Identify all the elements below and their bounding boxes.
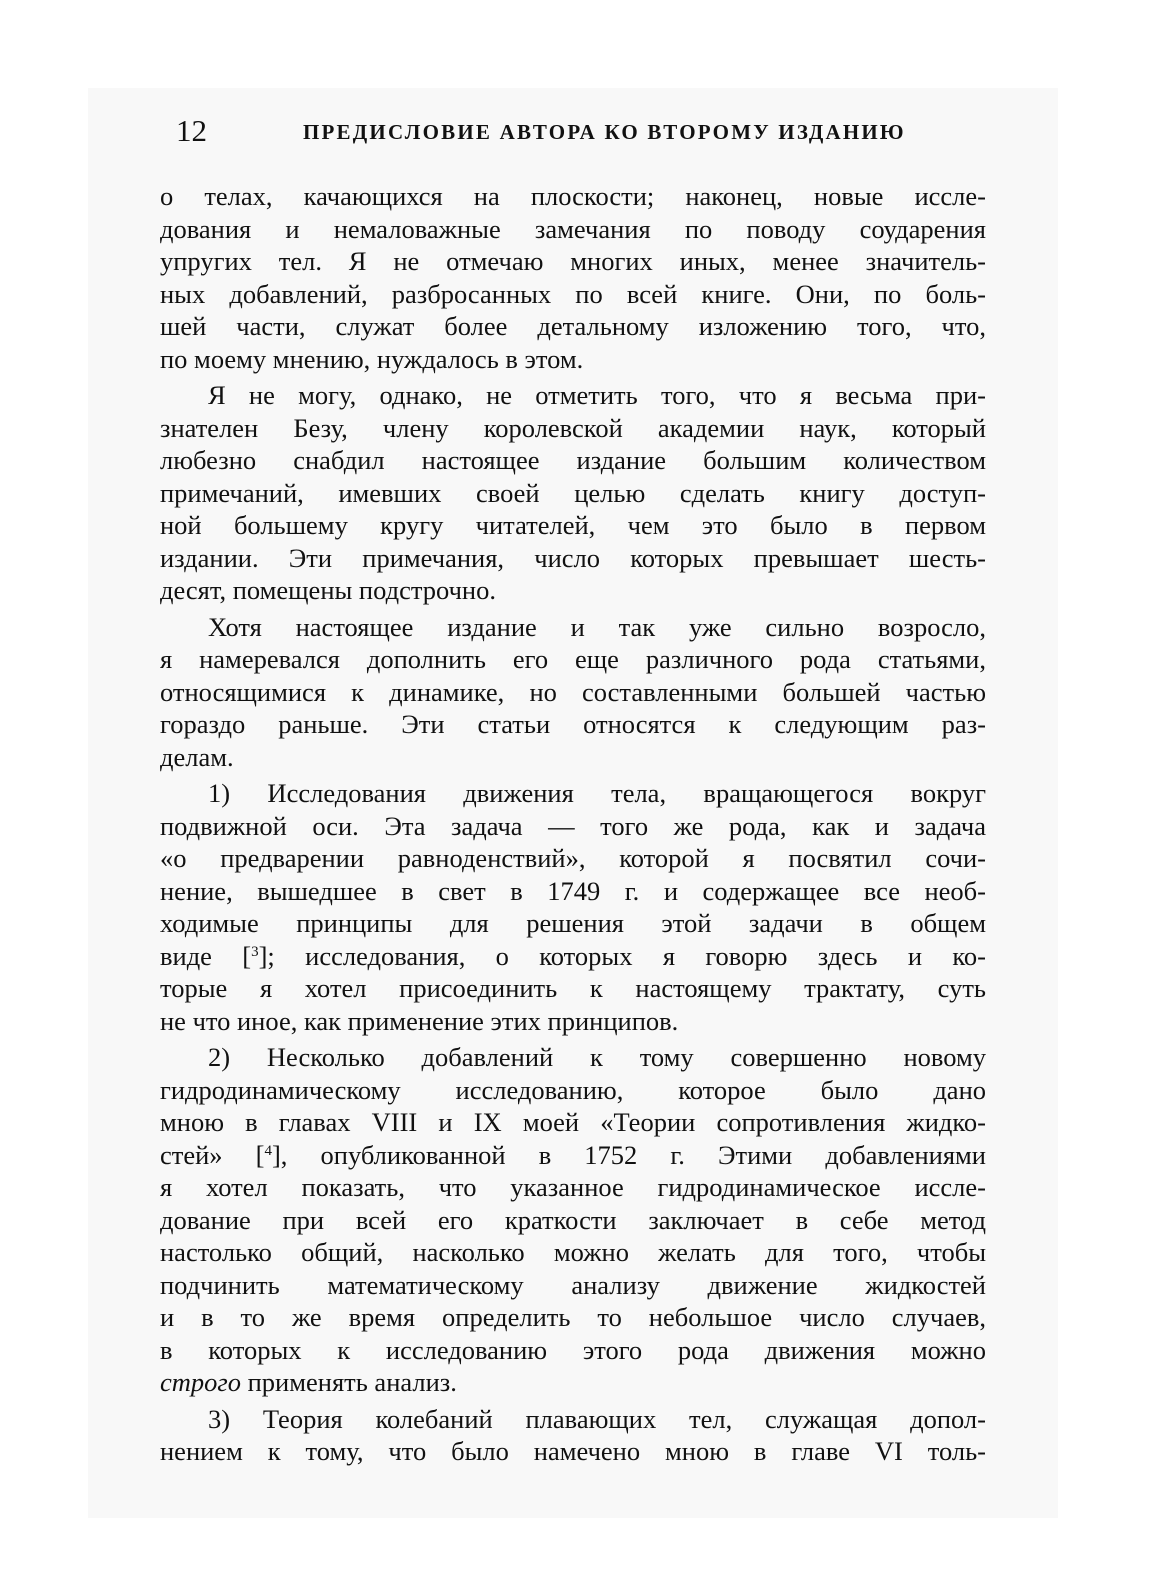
text-line: Я не могу, однако, не отметить того, что я весьма при- [208, 380, 986, 410]
paragraph-1 [160, 180, 986, 375]
text-line: по моему мнению, нуждалось в этом. [160, 343, 584, 374]
reference-number: 3 [251, 943, 259, 960]
paragraph-5 [160, 1041, 986, 1399]
page-number: 12 [176, 113, 207, 148]
text-line: гидродинамическому исследованию, которое было дано [160, 1074, 986, 1105]
text-fragment: стей» [ [160, 1139, 265, 1170]
text-line: дование при всей его краткости заключает в себе метод [160, 1204, 986, 1235]
text-line: настолько общий, насколько можно желать для того, чтобы [160, 1237, 986, 1267]
text-line: ной большему кругу читателей, чем это было в первом [160, 510, 986, 540]
running-title: ПРЕДИСЛОВИЕ АВТОРА КО ВТОРОМУ ИЗДАНИЮ [303, 120, 906, 144]
text-line: 3) Теория колебаний плавающих тел, служащая допол- [208, 1403, 986, 1434]
text-line: примечаний, имевших своей целью сделать книгу доступ- [160, 477, 986, 508]
text-line: в которых к исследованию этого рода движения можно [160, 1334, 986, 1365]
reference-number: 4 [264, 1142, 272, 1159]
text-line: и в то же время определить то небольшое число случаев, [160, 1302, 986, 1332]
paragraph-6 [160, 1403, 986, 1468]
text-line: я хотел показать, что указанное гидродинамическое иссле- [160, 1172, 986, 1202]
text-line: нением к тому, что было намечено мною в главе VI толь- [160, 1436, 986, 1466]
text-line-with-reference [160, 940, 986, 973]
text-line: подвижной оси. Эта задача — того же рода, как и задача [160, 810, 986, 841]
text-line: любезно снабдил настоящее издание большим количеством [160, 445, 986, 475]
text-fragment: применять анализ. [241, 1367, 457, 1397]
paragraph-3 [160, 611, 986, 774]
text-line: я намеревался дополнить его еще различного рода статьями, [160, 644, 986, 674]
text-line: нение, вышедшее в свет в 1749 г. и содержащее все необ- [160, 875, 986, 906]
text-line: десят, помещены подстрочно. [160, 575, 496, 605]
text-line: мною в главах VIII и IX моей «Теории сопротивления жидко- [160, 1107, 986, 1137]
text-line: делам. [160, 741, 234, 772]
paragraph-2 [160, 379, 986, 607]
text-line: 1) Исследования движения тела, вращающегося вокруг [208, 778, 986, 808]
text-line: подчинить математическому анализу движение жидкостей [160, 1269, 986, 1300]
page-header [176, 112, 996, 152]
text-fragment: ], опубликованной в 1752 г. Этими добавлениями [271, 1139, 986, 1170]
text-line: о телах, качающихся на плоскости; наконец, новые иссле- [160, 181, 986, 211]
text-line: не что иное, как применение этих принципов. [160, 1005, 679, 1036]
text-line: шей части, служат более детальному изложению того, что, [160, 311, 986, 341]
italic-word: строго [160, 1367, 241, 1397]
text-fragment: ]; исследования, о которых я говорю здесь и ко- [258, 940, 986, 971]
text-line: дования и немаловажные замечания по поводу соударения [160, 213, 986, 244]
text-line: гораздо раньше. Эти статьи относятся к следующим раз- [160, 709, 986, 739]
text-line: издании. Эти примечания, число которых превышает шесть- [160, 542, 986, 573]
paragraph-4 [160, 777, 986, 1037]
text-line: ных добавлений, разбросанных по всей книге. Они, по боль- [160, 278, 986, 309]
text-line: ходимые принципы для решения этой задачи в общем [160, 908, 986, 938]
text-line: «о предварении равноденствий», которой я посвятил сочи- [160, 843, 986, 873]
text-line: торые я хотел присоединить к настоящему трактату, суть [160, 973, 986, 1003]
body-text [160, 180, 986, 1472]
text-line: упругих тел. Я не отмечаю многих иных, менее значитель- [160, 246, 986, 276]
text-fragment: виде [ [160, 940, 252, 971]
text-line: относящимися к динамике, но составленными большей частью [160, 676, 986, 707]
text-line: Хотя настоящее издание и так уже сильно возросло, [208, 611, 986, 642]
text-line: знателен Безу, члену королевской академии наук, который [160, 412, 986, 443]
text-line-with-reference [160, 1139, 986, 1172]
text-line: 2) Несколько добавлений к тому совершенно новому [208, 1042, 986, 1072]
text-line-with-italic [160, 1366, 986, 1399]
